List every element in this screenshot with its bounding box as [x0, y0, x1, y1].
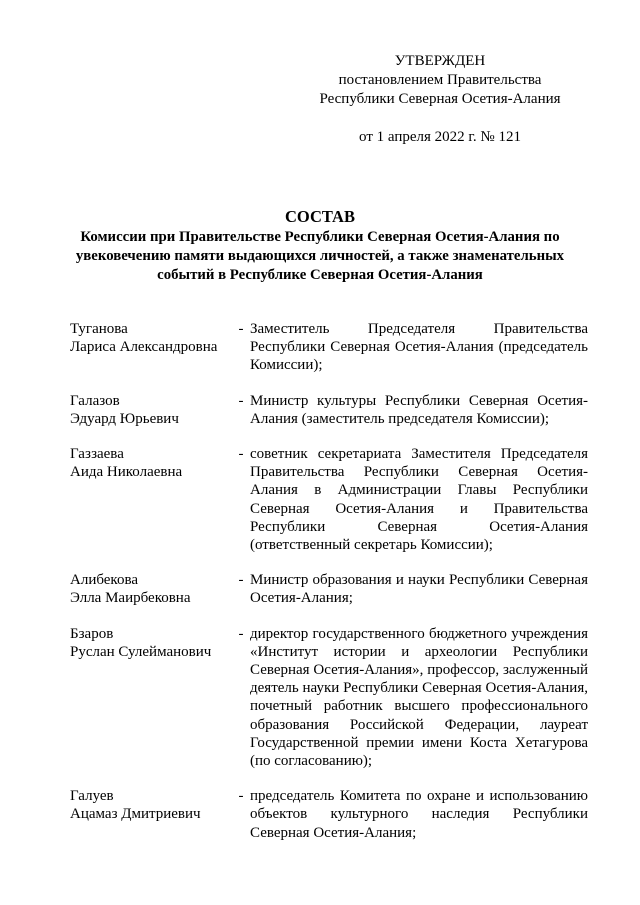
member-name: [70, 445, 232, 554]
member-surname: Галазов: [70, 392, 120, 409]
member-surname: Галуев: [70, 788, 114, 805]
member-name: [70, 625, 232, 771]
member-dash: -: [238, 625, 244, 642]
member-row-5: [70, 625, 588, 771]
member-role: председатель Комитета по охране и использованию объектов культурного наследия Республики Северная Осетия-Алания;: [250, 788, 588, 841]
member-surname: Туганова: [70, 321, 128, 337]
member-dash: -: [238, 446, 244, 463]
member-given-name: Элла Маирбековна: [70, 590, 191, 607]
member-row-3: [70, 445, 588, 554]
member-surname: Алибекова: [70, 572, 139, 589]
member-row-4: [70, 571, 588, 607]
member-name: [70, 392, 232, 428]
member-role: Министр культуры Республики Северная Осетия-Алания (заместитель председателя Комиссии);: [250, 392, 588, 427]
members-list: [70, 320, 588, 859]
document-heading: [60, 206, 580, 285]
member-row-1: [70, 320, 588, 375]
member-given-name: Эдуард Юрьевич: [70, 410, 179, 427]
member-given-name: Аида Николаевна: [70, 464, 183, 481]
member-given-name: Ацамаз Дмитриевич: [70, 806, 201, 823]
member-dash: -: [238, 572, 244, 589]
document-subtitle: Комиссии при Правительстве Республики Северная Осетия-Алания по увековечению памяти выдающихся личностей, а также знаменательных событий в Республике Северная Осетия-Алания: [75, 229, 565, 283]
member-dash: -: [238, 788, 244, 805]
approval-line-2: Республики Северная Осетия-Алания: [319, 91, 561, 107]
member-surname: Бзаров: [70, 625, 114, 642]
document-title: СОСТАВ: [285, 207, 355, 226]
member-role: директор государственного бюджетного учреждения «Институт истории и археологии Республики Северная Осетия-Алания», профессор, заслуженный деятель науки Республики Северная Осетия-Алания, почетный работник высшего профессионального образования Российской Федерации, лауреат Государственной премии имени Коста Хетагурова (по согласованию);: [250, 625, 588, 770]
member-role: Министр образования и науки Республики Северная Осетия-Алания;: [250, 572, 588, 607]
approval-stamp: [300, 52, 580, 147]
approval-heading: УТВЕРЖДЕН: [394, 53, 486, 69]
member-name: [70, 320, 232, 375]
member-dash: -: [238, 392, 244, 409]
member-role: советник секретариата Заместителя Председателя Правительства Республики Северная Осетия-Алания в Администрации Главы Республики Северная Осетия-Алания и Правительства Республики Северная Осетия-Алания (ответственный секретарь Комиссии);: [250, 446, 588, 554]
member-dash: -: [238, 321, 244, 337]
member-surname: Газзаева: [70, 446, 124, 463]
member-row-6: [70, 787, 588, 842]
member-name: [70, 787, 232, 842]
member-role: Заместитель Председателя Правительства Республики Северная Осетия-Алания (председатель Комиссии);: [250, 321, 588, 374]
member-given-name: Лариса Александровна: [70, 339, 218, 356]
member-given-name: Руслан Сулейманович: [70, 643, 212, 660]
member-row-2: [70, 392, 588, 428]
approval-date: от 1 апреля 2022 г. № 121: [359, 129, 521, 145]
approval-line-1: постановлением Правительства: [338, 72, 542, 88]
member-name: [70, 571, 232, 607]
